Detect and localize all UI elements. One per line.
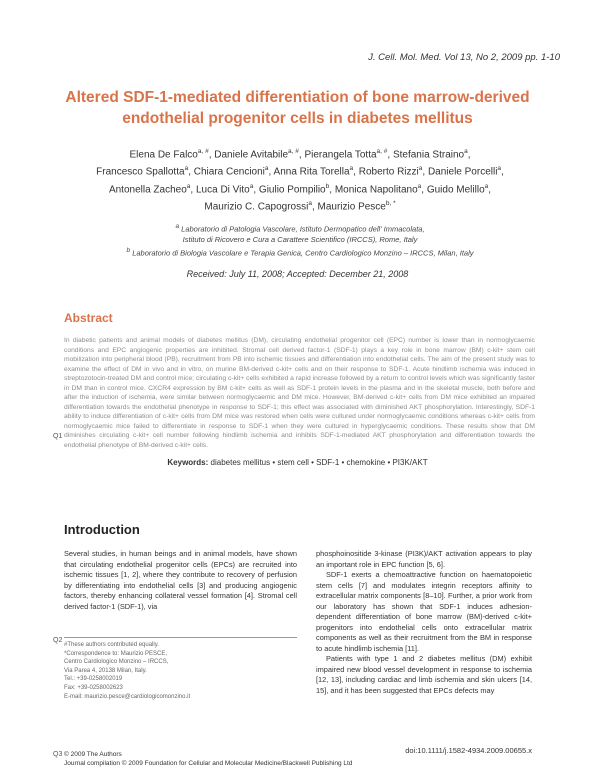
intro-paragraph: Several studies, in human beings and in animal models, have shown that circulating endothelial progenitor cells (EPCs) are recruited into ischemic tissues [1, 2], where they contribute to recovery of perfusion by differentiating into endothelial cells [3] and producing angiogenic factors, thereby enhancing collateral vessel formation [4]. Stromal cell derived factor-1 (SDF-1), via xyxy=(64,549,297,611)
query-mark: Q2 xyxy=(53,637,63,644)
footnote-line: *Correspondence to: Maurizio PESCE, xyxy=(64,650,168,657)
author-name: Giulio Pompilio xyxy=(258,183,326,195)
title-line-1: Altered SDF-1-mediated differentiation of bone marrow-derived xyxy=(65,89,530,106)
keywords-line xyxy=(0,458,595,467)
keywords-list: diabetes mellitus • stem cell • SDF-1 • chemokine • PI3K/AKT xyxy=(210,458,428,467)
footnote-line: E-mail: maurizio.pesce@cardiologicomonzino.it xyxy=(64,693,191,700)
author-name: Elena De Falco xyxy=(129,149,198,161)
left-column xyxy=(64,549,297,612)
query-mark: Q3 xyxy=(53,751,63,758)
abstract-heading: Abstract xyxy=(64,311,113,325)
author-name: Pierangela Totta xyxy=(304,149,377,161)
intro-paragraph: phosphoinositide 3-kinase (PI3K)/AKT activation appears to play an important role in EPC function [5, 6]. xyxy=(316,549,532,569)
author-name: Chiara Cencioni xyxy=(193,166,265,178)
affiliations: $^a$ Laboratorio di Patologia Vascolare, Istituto Dermopatico dell' Immacolata, Istituto di Ricovero e Cura a Carattere Scientifico (IRCCS), Rome, Italy $^b$ Laboratorio di Biologia Vascolare e Terapia Genica, Centro Cardiologico Monzino – IRCCS, Milan, Italy xyxy=(45,222,555,259)
introduction-heading: Introduction xyxy=(64,522,140,537)
intro-paragraph: SDF-1 exerts a chemoattractive function on haematopoietic stem cells [7] and modulates integrin receptors affinity to extracellular matrix components [8–10]. Further, a prior work from our laboratory has shown that SDF-1 induces adhesion-dependent differentiation of bone marrow (BM)-derived c-kit+ progenitors into endothelial cells onto extracellular matrix components as well as their recruitment from the BM in response to acute hindlimb ischemia [11]. xyxy=(316,570,532,653)
author-name: Antonella Zacheo xyxy=(108,183,187,195)
author-name: Daniele Avitabile xyxy=(214,149,289,161)
query-mark: Q1 xyxy=(53,433,63,440)
title-line-2: endothelial progenitor cells in diabetes mellitus xyxy=(122,110,473,127)
author-list: Elena De Falco$^{a, \#}$, Daniele Avitabile$^{a, \#}$, Pierangela Totta$^{a, \#}$, Stefania Straino$^a$, Francesco Spallotta$^a$, Chiara Cencioni$^a$, Anna Rita Torella$^a$, Roberto Rizzi$^a$, Daniele Porcelli$^a$, Antonella Zacheo$^a$, Luca Di Vito$^a$, Giulio Pompilio$^b$, Monica Napolitano$^a$, Guido Melillo$^a$, Maurizio C. Capogrossi$^a$, Maurizio Pesce$^{b, *}$ xyxy=(96,148,504,213)
doi: doi:10.1111/j.1582-4934.2009.00655.x xyxy=(405,746,532,755)
author-name: Luca Di Vito xyxy=(195,183,250,195)
right-column xyxy=(316,549,532,696)
article-title xyxy=(40,87,555,129)
affiliation-a-line2: Istituto di Ricovero e Cura a Carattere Scientifico (IRCCS), Rome, Italy xyxy=(182,235,418,244)
affiliation-a-line1: Laboratorio di Patologia Vascolare, Istituto Dermopatico dell' Immacolata, xyxy=(181,224,425,234)
copyright xyxy=(64,751,352,768)
author-name: Stefania Straino xyxy=(392,149,465,161)
footnote-line: Via Parea 4, 20138 Milan, Italy. xyxy=(64,667,147,674)
author-name: Roberto Rizzi xyxy=(358,166,419,178)
correspondence-footnote xyxy=(64,637,297,701)
footnote-line: Tel.: +39-0258002019 xyxy=(64,676,123,683)
author-name: Anna Rita Torella xyxy=(273,166,350,178)
received-dates: Received: July 11, 2008; Accepted: December 21, 2008 xyxy=(186,269,409,279)
author-name: Monica Napolitano xyxy=(334,183,418,195)
author-name: Maurizio C. Capogrossi xyxy=(204,201,309,213)
author-name: Guido Melillo xyxy=(426,183,485,195)
abstract-body: In diabetic patients and animal models of diabetes mellitus (DM), circulating endothelial progenitor cell (EPC) number is lower than in normoglycaemic conditions and EPC angiogenic properties are inhibited. Stromal cell derived factor-1 (SDF-1) plays a key role in bone marrow (BM) c-kit+ stem cell mobilization into peripheral blood (PB), recruitment from PB into ischemic tissues and differentiation into endothelial cells. The aim of the present study was to examine the effect of DM in vivo and in vitro, on murine BM-derived c-kit+ cells and on their response to SDF-1. Acute hindlimb ischemia was induced in streptozotocin-treated DM and control mice; circulating c-kit+ cells exhibited a rapid increase followed by a return to control levels which was significantly faster in DM than in control mice. CXCR4 expression by BM c-kit+ cells as well as SDF-1 protein levels in the plasma and in the skeletal muscle, both before and after the induction of ischemia, were similar between normoglycaemic and DM mice. However, BM-derived c-kit+ cells from DM mice exhibited an impaired differentiation towards the endothelial phenotype in response to SDF-1; this effect was associated with diminished AKT phosphorylation. Interestingly, SDF-1 ability to induce differentiation of c-kit+ cells from DM mice was restored when cells were cultured under normoglycaemic conditions whereas c-kit+ cells from normoglycaemic mice failed to differentiate in response to SDF-1 when they were cultured in hyperglycaemic conditions. These results show that DM diminishes circulating c-kit+ cell number following hindlimb ischemia and inhibits SDF-1-mediated AKT phosphorylation and differentiation towards the endothelial phenotype of BM-derived c-kit+ cells. xyxy=(64,337,535,449)
author-name: Daniele Porcelli xyxy=(427,166,498,178)
author-name: Francesco Spallotta xyxy=(96,166,185,178)
keywords-label: Keywords: xyxy=(167,458,209,467)
footnote-line: Fax: +39-0258002623 xyxy=(64,684,123,691)
author-name: Maurizio Pesce xyxy=(317,201,386,213)
affiliation-b: Laboratorio di Biologia Vascolare e Terapia Genica, Centro Cardiologico Monzino – IRCCS, Milan, Italy xyxy=(132,248,474,257)
intro-paragraph: Patients with type 1 and 2 diabetes mellitus (DM) exhibit impaired new blood vessel development in response to ischemia [12, 13], including cardiac and limb ischemia and skin ulcers [14, 15], and it has been suggested that EPCs defects may xyxy=(316,654,532,695)
footnote-line: #These authors contributed equally. xyxy=(64,642,159,648)
footnote-line: Centro Cardiologico Monzino – IRCCS, xyxy=(64,659,169,666)
copyright-line: Journal compilation © 2009 Foundation for Cellular and Molecular Medicine/Blackwell Publishing Ltd xyxy=(64,759,353,767)
copyright-line: © 2009 The Authors xyxy=(64,751,122,758)
journal-reference: J. Cell. Mol. Med. Vol 13, No 2, 2009 pp. 1-10 xyxy=(368,52,560,63)
